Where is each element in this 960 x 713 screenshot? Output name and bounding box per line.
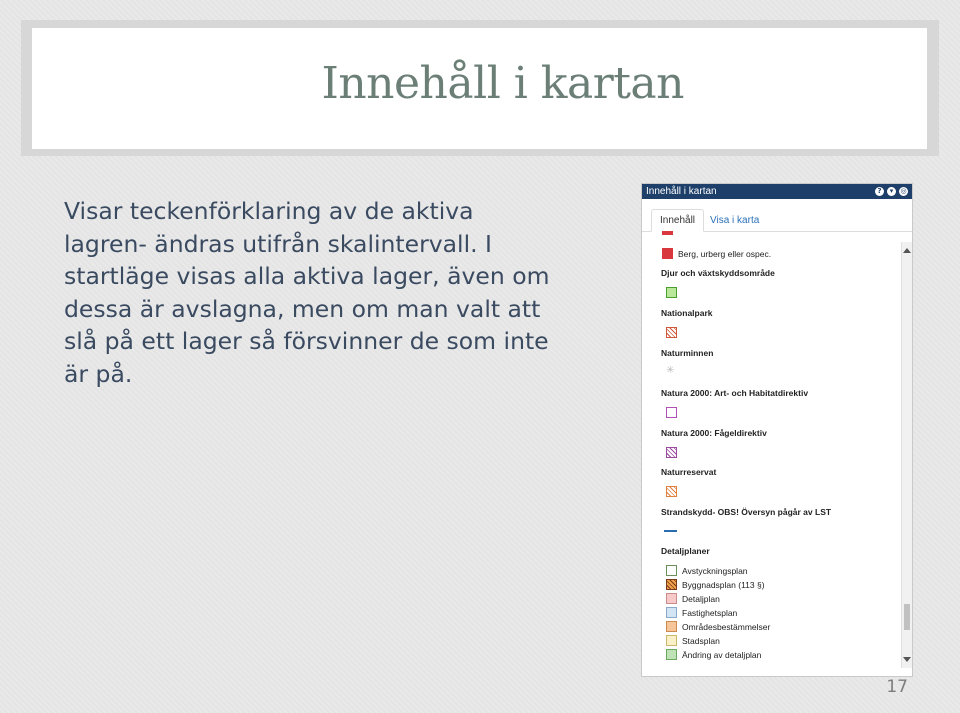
- legend-item: [666, 287, 677, 298]
- star-icon: ✳: [666, 365, 675, 376]
- legend-label: Områdesbestämmelser: [682, 621, 771, 632]
- tab-visa-i-karta[interactable]: Visa i karta: [710, 215, 760, 226]
- legend-swatch: [666, 635, 677, 646]
- body-line: startläge visas alla aktiva lager, även om: [64, 262, 550, 291]
- legend-item: [666, 486, 677, 497]
- legend-swatch: [666, 327, 677, 338]
- body-line: Visar teckenförklaring av de aktiva: [64, 197, 474, 225]
- slide-title: Innehåll i kartan: [321, 58, 684, 109]
- legend-item: [666, 365, 674, 376]
- body-line: dessa är avslagna, men om man valt att: [64, 294, 541, 323]
- legend-heading: Detaljplaner: [661, 546, 710, 556]
- legend-item: [666, 407, 677, 418]
- legend-swatch: [666, 649, 677, 660]
- tab-innehall[interactable]: Innehåll: [651, 209, 704, 232]
- legend-swatch: [666, 565, 677, 576]
- legend-item: [666, 565, 748, 576]
- legend-list: [642, 232, 900, 676]
- legend-label: Avstyckningsplan: [682, 565, 748, 576]
- legend-item: [666, 579, 765, 590]
- panel-header: [642, 184, 912, 199]
- legend-swatch: [662, 231, 673, 235]
- legend-item: [666, 621, 770, 632]
- help-icon[interactable]: ?: [875, 187, 884, 196]
- scroll-thumb[interactable]: [904, 604, 910, 630]
- legend-label: Fastighetsplan: [682, 607, 738, 618]
- legend-line: [664, 530, 677, 532]
- legend-item: [666, 327, 677, 338]
- legend-heading: Naturreservat: [661, 467, 717, 477]
- legend-swatch: [662, 248, 673, 259]
- legend-swatch: [666, 287, 677, 298]
- legend-label: Stadsplan: [682, 635, 720, 646]
- legend-item: [666, 593, 720, 604]
- collapse-icon[interactable]: ▾: [887, 187, 896, 196]
- legend-heading: Djur och växtskyddsområde: [661, 268, 775, 278]
- map-content-panel: [641, 183, 913, 677]
- legend-scrollbar[interactable]: [901, 242, 912, 668]
- scroll-up-icon[interactable]: [903, 248, 911, 253]
- body-line: slå på ett lager så försvinner de som inte: [64, 327, 549, 356]
- legend-heading: Nationalpark: [661, 308, 713, 318]
- legend-label: Detaljplan: [682, 593, 720, 604]
- legend-item: [666, 447, 677, 458]
- legend-swatch: [666, 607, 677, 618]
- legend-label: Ändring av detaljplan: [682, 649, 762, 660]
- panel-title: Innehåll i kartan: [646, 186, 717, 197]
- legend-label: Berg, urberg eller ospec.: [678, 248, 772, 259]
- legend-swatch: [666, 593, 677, 604]
- legend-item: [666, 635, 720, 646]
- legend-label: Byggnadsplan (113 §): [682, 579, 765, 590]
- legend-item: [662, 231, 673, 235]
- slide-body-text: [64, 195, 624, 391]
- legend-heading: Natura 2000: Fågeldirektiv: [661, 428, 767, 438]
- page-number: 17: [886, 677, 908, 697]
- close-icon[interactable]: ◎: [900, 187, 907, 195]
- panel-tabs: [642, 199, 912, 232]
- legend-item: [666, 607, 737, 618]
- legend-heading: Naturminnen: [661, 348, 714, 358]
- legend-heading: Natura 2000: Art- och Habitatdirektiv: [661, 388, 809, 398]
- body-line: är på.: [64, 359, 133, 388]
- legend-swatch: [666, 407, 677, 418]
- legend-heading: Strandskydd- OBS! Översyn pågår av LST: [661, 507, 832, 517]
- legend-item: [662, 248, 771, 259]
- header-icons: [875, 187, 908, 196]
- scroll-down-icon[interactable]: [903, 657, 911, 662]
- legend-item: [664, 530, 677, 532]
- legend-swatch: [666, 579, 677, 590]
- body-line: lagren- ändras utifrån skalintervall. I: [64, 229, 492, 258]
- legend-item: [666, 649, 761, 660]
- legend-swatch: [666, 486, 677, 497]
- legend-swatch: [666, 621, 677, 632]
- legend-swatch: [666, 447, 677, 458]
